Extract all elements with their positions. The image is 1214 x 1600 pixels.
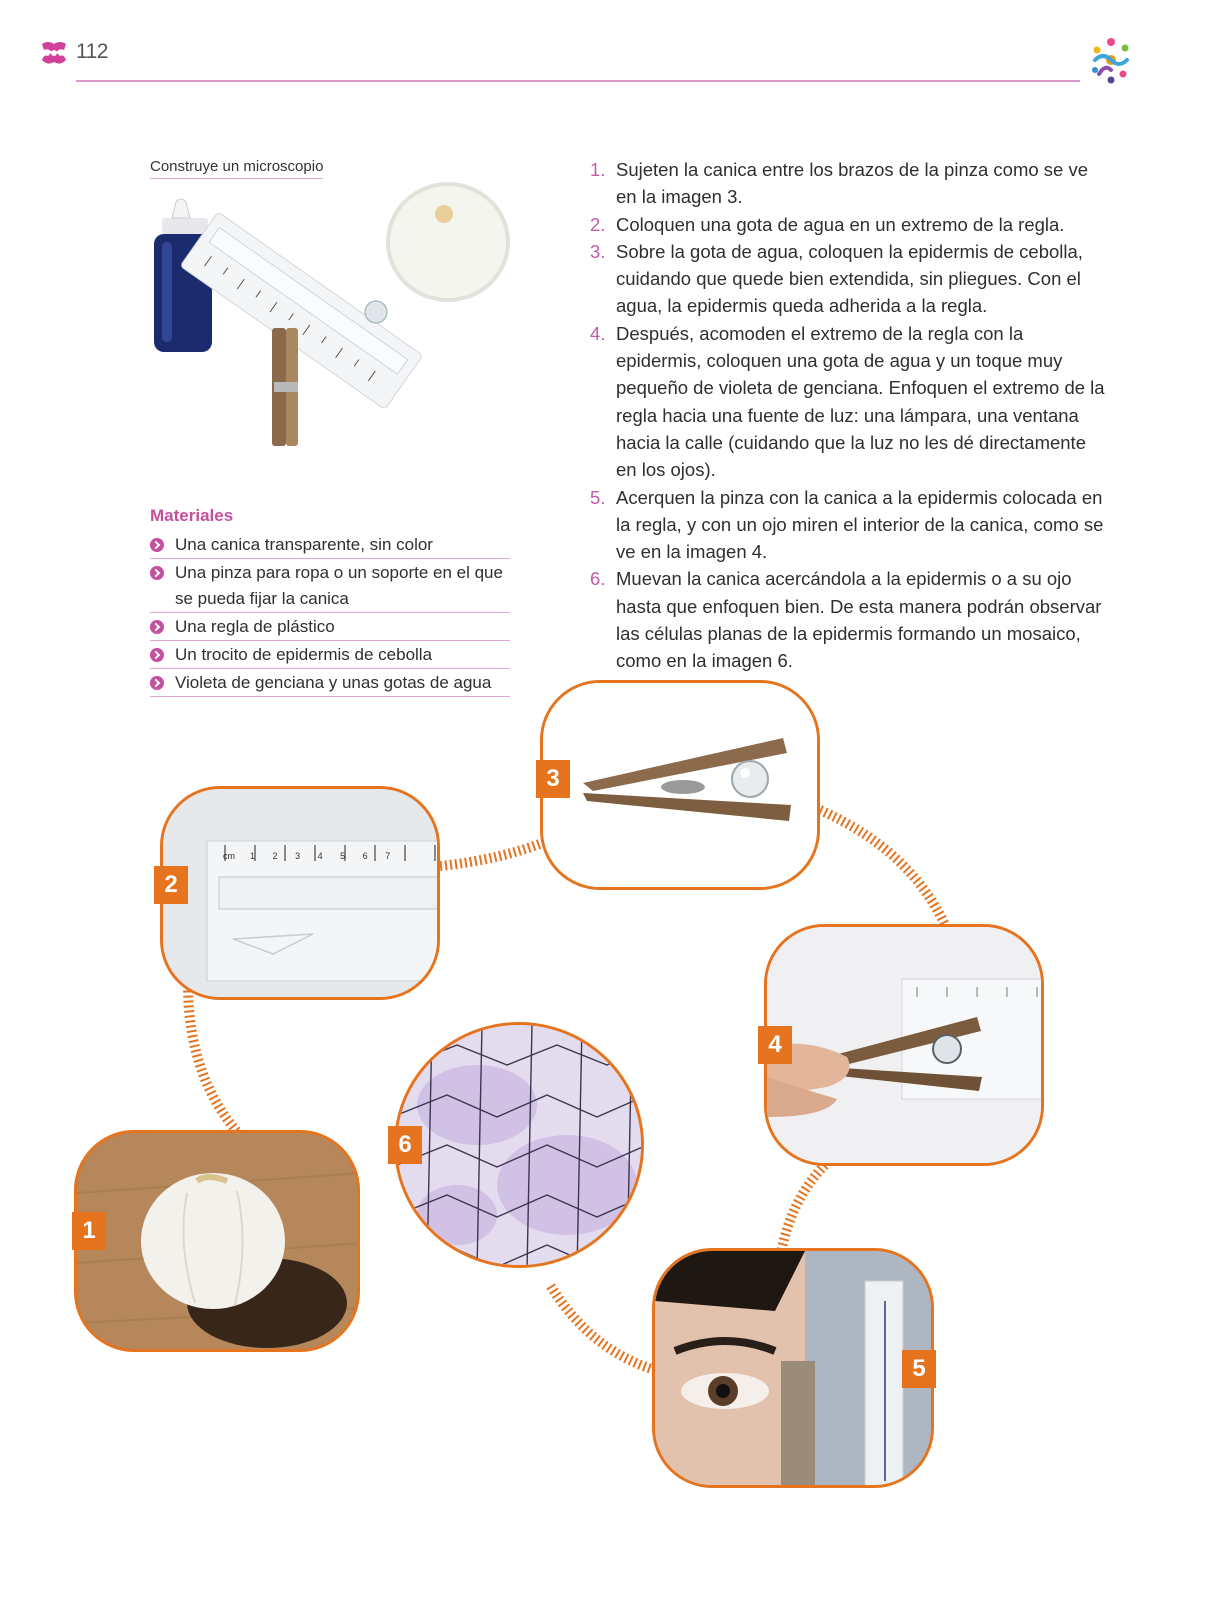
photo-label-2: 2 bbox=[154, 866, 188, 904]
step-item: 5. Acerquen la pinza con la canica a la epidermis colocada en la regla, y con un ojo miren el interior de la canica, como se ve en la imagen 4. bbox=[590, 486, 1104, 563]
photo-label-5: 5 bbox=[902, 1350, 936, 1388]
photo-label-4: 4 bbox=[758, 1026, 792, 1064]
list-item: Una regla de plástico bbox=[150, 614, 510, 641]
step-item: 1. Sujeten la canica entre los brazos de la pinza como se ve en la imagen 3. bbox=[590, 159, 1089, 208]
photo-1-onion bbox=[74, 1130, 360, 1352]
photo-3-clothespin bbox=[540, 680, 820, 890]
photo-label-6: 6 bbox=[388, 1126, 422, 1164]
step-item: 3. Sobre la gota de agua, coloquen la epidermis de cebolla, cuidando que quede bien extendida, sin pliegues. Con el agua, la epidermis queda adherida a la regla. bbox=[590, 240, 1083, 317]
page-number: 112 bbox=[76, 40, 108, 63]
list-item: Una canica transparente, sin color bbox=[150, 532, 510, 559]
photo-label-1: 1 bbox=[72, 1212, 106, 1250]
connector-1-2 bbox=[188, 990, 240, 1135]
figure-caption: Construye un microscopio bbox=[150, 158, 323, 179]
connector-3-4 bbox=[820, 810, 945, 925]
hand-clothespin-photo-icon bbox=[767, 927, 1044, 1166]
photo-4-hand bbox=[764, 924, 1044, 1166]
photo-label-3: 3 bbox=[536, 760, 570, 798]
ruler-photo-icon bbox=[163, 789, 440, 1000]
list-item: Violeta de genciana y unas gotas de agua bbox=[150, 670, 510, 697]
list-item: Un trocito de epidermis de cebolla bbox=[150, 642, 510, 669]
onion-photo-icon bbox=[77, 1133, 360, 1352]
connector-5-6 bbox=[550, 1285, 655, 1370]
connector-4-5 bbox=[780, 1165, 825, 1258]
connector-2-3 bbox=[440, 840, 550, 866]
materials-title: Materiales bbox=[150, 506, 234, 525]
list-item: Una pinza para ropa o un soporte en el que se pueda fijar la canica bbox=[150, 560, 510, 613]
photo-5-eye bbox=[652, 1248, 934, 1488]
step-item: 4. Después, acomoden el extremo de la regla con la epidermis, coloquen una gota de agua y un toque muy pequeño de violeta de genciana. Enfoquen el extremo de la regla hacia una fuente de luz: una lámpara, una ventana hacia la calle (cuidando que la luz no les dé directamente en los ojos). bbox=[590, 322, 1105, 481]
photo-6-micrograph bbox=[394, 1022, 644, 1268]
photo-2-ruler bbox=[160, 786, 440, 1000]
step-item: 6. Muevan la canica acercándola a la epidermis o a su ojo hasta que enfoquen bien. De esta manera podrán observar las células planas de la epidermis formando un mosaico, como en la imagen 6. bbox=[590, 568, 1102, 672]
ruler-tick-labels: cm 1 2 3 4 5 6 7 bbox=[223, 851, 391, 861]
step-item: 2. Coloquen una gota de agua en un extremo de la regla. bbox=[590, 213, 1065, 235]
onion-cells-micrograph-icon bbox=[397, 1025, 644, 1268]
eye-marble-photo-icon bbox=[655, 1251, 934, 1488]
clothespin-marble-photo-icon bbox=[543, 683, 820, 890]
